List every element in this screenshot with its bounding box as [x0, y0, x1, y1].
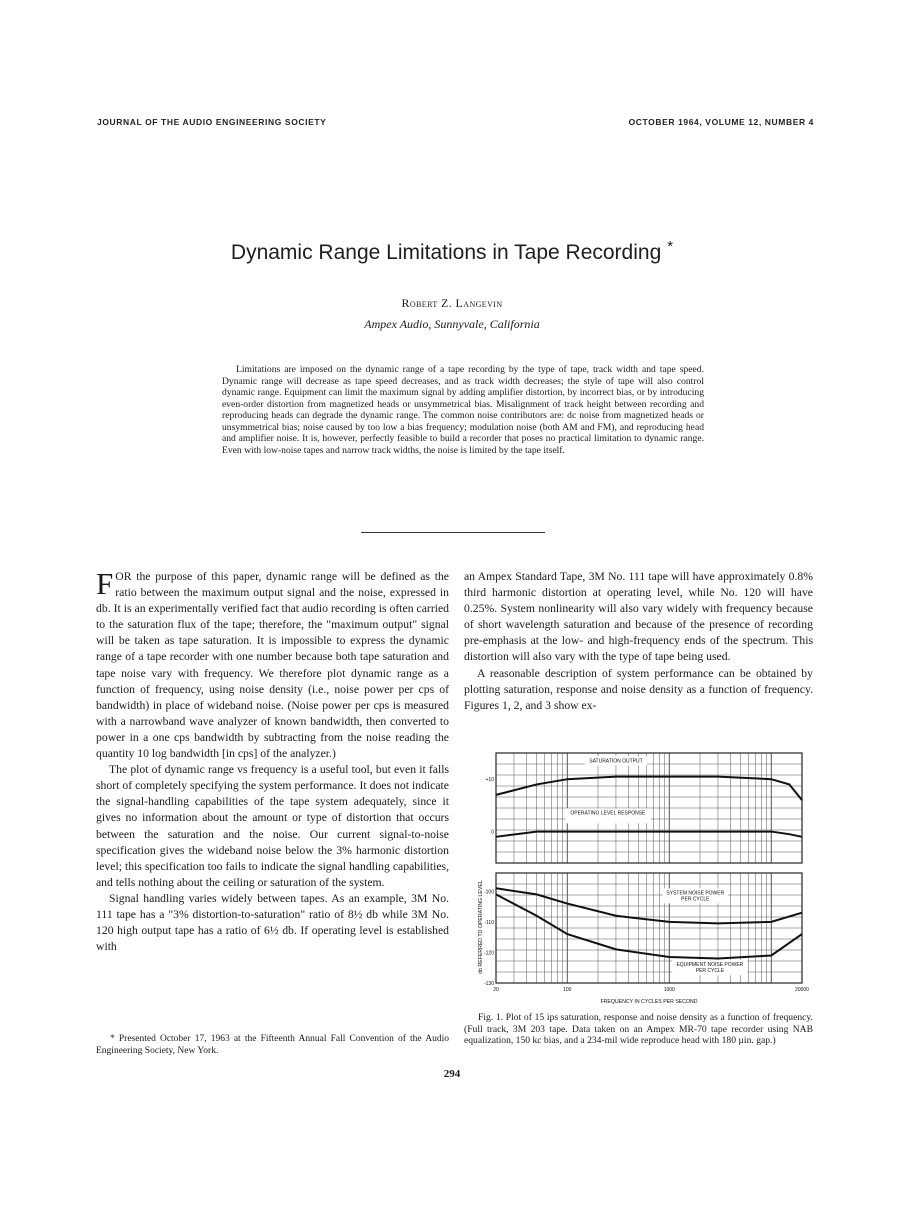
- y-tick-label: +10: [485, 777, 494, 784]
- paragraph-5: A reasonable description of system performance can be obtained by plotting saturation, response and noise density as a function of frequency. Figures 1, 2, and 3 show ex-: [464, 666, 813, 712]
- figure-caption: Fig. 1. Plot of 15 ips saturation, response and noise density as a function of frequency. (Full track, 3M 203 tape. Data taken on an Ampex MR-70 tape recorder using NAB equalization, 150 kc bias, and a 234-mil wide reproduce head with 180 µin. gap.): [464, 1012, 813, 1047]
- figure-1-chart: [476, 747, 812, 1009]
- figure-1: [476, 747, 812, 1009]
- paragraph-1-text: OR the purpose of this paper, dynamic range will be defined as the ratio between the maximum output signal and the noise, expressed in db. It is an experimentally verified fact that audio recording is often carried to the saturation flux of the tape; therefore, the "maximum output" signal will be taken as tape saturation. It is impossible to express the dynamic range of a tape recorder with one number because both tape saturation and tape noise vary with frequency. We therefore plot dynamic range as a function of frequency, using noise density (i.e., noise power per cps of bandwidth) in place of wideband noise. (Noise power per cps is measured with a narrowband wave analyzer of known bandwidth, then converted to power in a one cps bandwidth by subtracting from the noise reading the quantity 10 log bandwidth [in cps] of the analyzer.): [96, 570, 449, 761]
- page-number: 294: [443, 1068, 461, 1080]
- x-tick-label: 100: [563, 987, 572, 993]
- x-tick-label: 1000: [663, 987, 675, 993]
- paragraph-3: Signal handling varies widely between tapes. As an example, 3M No. 111 tape has a "3% distortion-to-saturation" ratio of 8½ db while 3M No. 120 high output tape has a ratio of 6½ db. If operating level is established with: [96, 891, 449, 954]
- paragraph-2: The plot of dynamic range vs frequency is a useful tool, but even it falls short of completely specifying the system performance. It does not indicate the signal-handling capabilities of the tape system adequately, since it gives no information about the amount or type of distortion that occurs between the saturation and the noise. Our current signal-to-noise specification gives the wideband noise below the 3% harmonic distortion level; this specification too fails to indicate the signal handling capabilities, and tells nothing about the ceiling or saturation of the system.: [96, 763, 449, 889]
- series-label-3: PER CYCLE: [681, 896, 710, 903]
- paragraph-1: [96, 566, 449, 762]
- paragraph-4: an Ampex Standard Tape, 3M No. 111 tape will have approximately 0.8% third harmonic distortion at operating level, while No. 120 will have 0.25%. System nonlinearity will also vary widely with frequency because of short wavelength saturation and because of the presence of recording pre-emphasis at the low- and high-frequency ends of the spectrum. This distortion will also vary with the type of tape being used.: [464, 570, 813, 664]
- chart-grid: [496, 753, 802, 983]
- body-column-right: [464, 569, 813, 714]
- x-tick-label: 20: [493, 987, 499, 993]
- series-label-4: EQUIPMENT NOISE POWER: [676, 962, 744, 969]
- title-text: Dynamic Range Limitations in Tape Recording: [230, 241, 662, 264]
- drop-cap: F: [96, 566, 114, 601]
- series-label-3: SYSTEM NOISE POWER: [666, 890, 725, 897]
- author-name: Robert Z. Langevin: [401, 296, 503, 310]
- footnote: * Presented October 17, 1963 at the Fifteenth Annual Fall Convention of the Audio Engineering Society, New York.: [96, 1034, 449, 1056]
- series-line-1: [496, 777, 802, 801]
- y-tick-label: 0: [491, 829, 494, 836]
- series-label-1: SATURATION OUTPUT: [589, 758, 643, 765]
- author-affiliation: Ampex Audio, Sunnyvale, California: [364, 317, 540, 331]
- running-head-issue: OCTOBER 1964, VOLUME 12, NUMBER 4: [628, 117, 814, 127]
- y-tick-label: -110: [484, 919, 494, 926]
- y-tick-label: -130: [483, 981, 494, 987]
- chart-series: [496, 777, 802, 959]
- series-label-2: OPERATING LEVEL RESPONSE: [570, 810, 646, 817]
- section-divider: [361, 532, 545, 533]
- abstract: Limitations are imposed on the dynamic range of a tape recording by the type of tape, track width and tape speed. Dynamic range will decrease as tape speed decreases, and as track width decreases; the style of tape will also control dynamic range. Equipment can limit the maximum signal by adding amplifier distortion, by incorrect bias, or by introducing even-order distortion from magnetized heads or unsymmetrical bias. Misalignment of track height between recording and reproducing heads can degrade the dynamic range. The common noise contributors are: dc noise from magnetized heads or unsymmetrical bias; noise caused by too low a bias frequency; modulation noise (both AM and FM), and reproducing head and amplifier noise. It is, however, perfectly feasible to build a recorder that poses no practical limitation to dynamic range. Even with low-noise tapes and narrow track widths, the noise is limited by the tape itself.: [222, 364, 704, 456]
- x-tick-label: 20000: [795, 987, 809, 993]
- title-footnote-mark: *: [667, 238, 674, 255]
- chart-labels: [478, 756, 809, 1005]
- y-tick-label: -120: [483, 950, 494, 957]
- series-line-2: [496, 832, 802, 837]
- y-axis-label: db REFERRED TO OPERATING LEVEL: [478, 880, 484, 974]
- body-column-left: [96, 566, 449, 955]
- x-axis-label: FREQUENCY IN CYCLES PER SECOND: [600, 999, 698, 1005]
- chart-frames: [496, 753, 802, 983]
- y-tick-label: -100: [483, 889, 494, 896]
- article-title: [0, 238, 904, 265]
- series-label-4: PER CYCLE: [695, 968, 725, 975]
- running-head-journal: JOURNAL OF THE AUDIO ENGINEERING SOCIETY: [97, 117, 327, 127]
- series-line-4: [496, 894, 802, 958]
